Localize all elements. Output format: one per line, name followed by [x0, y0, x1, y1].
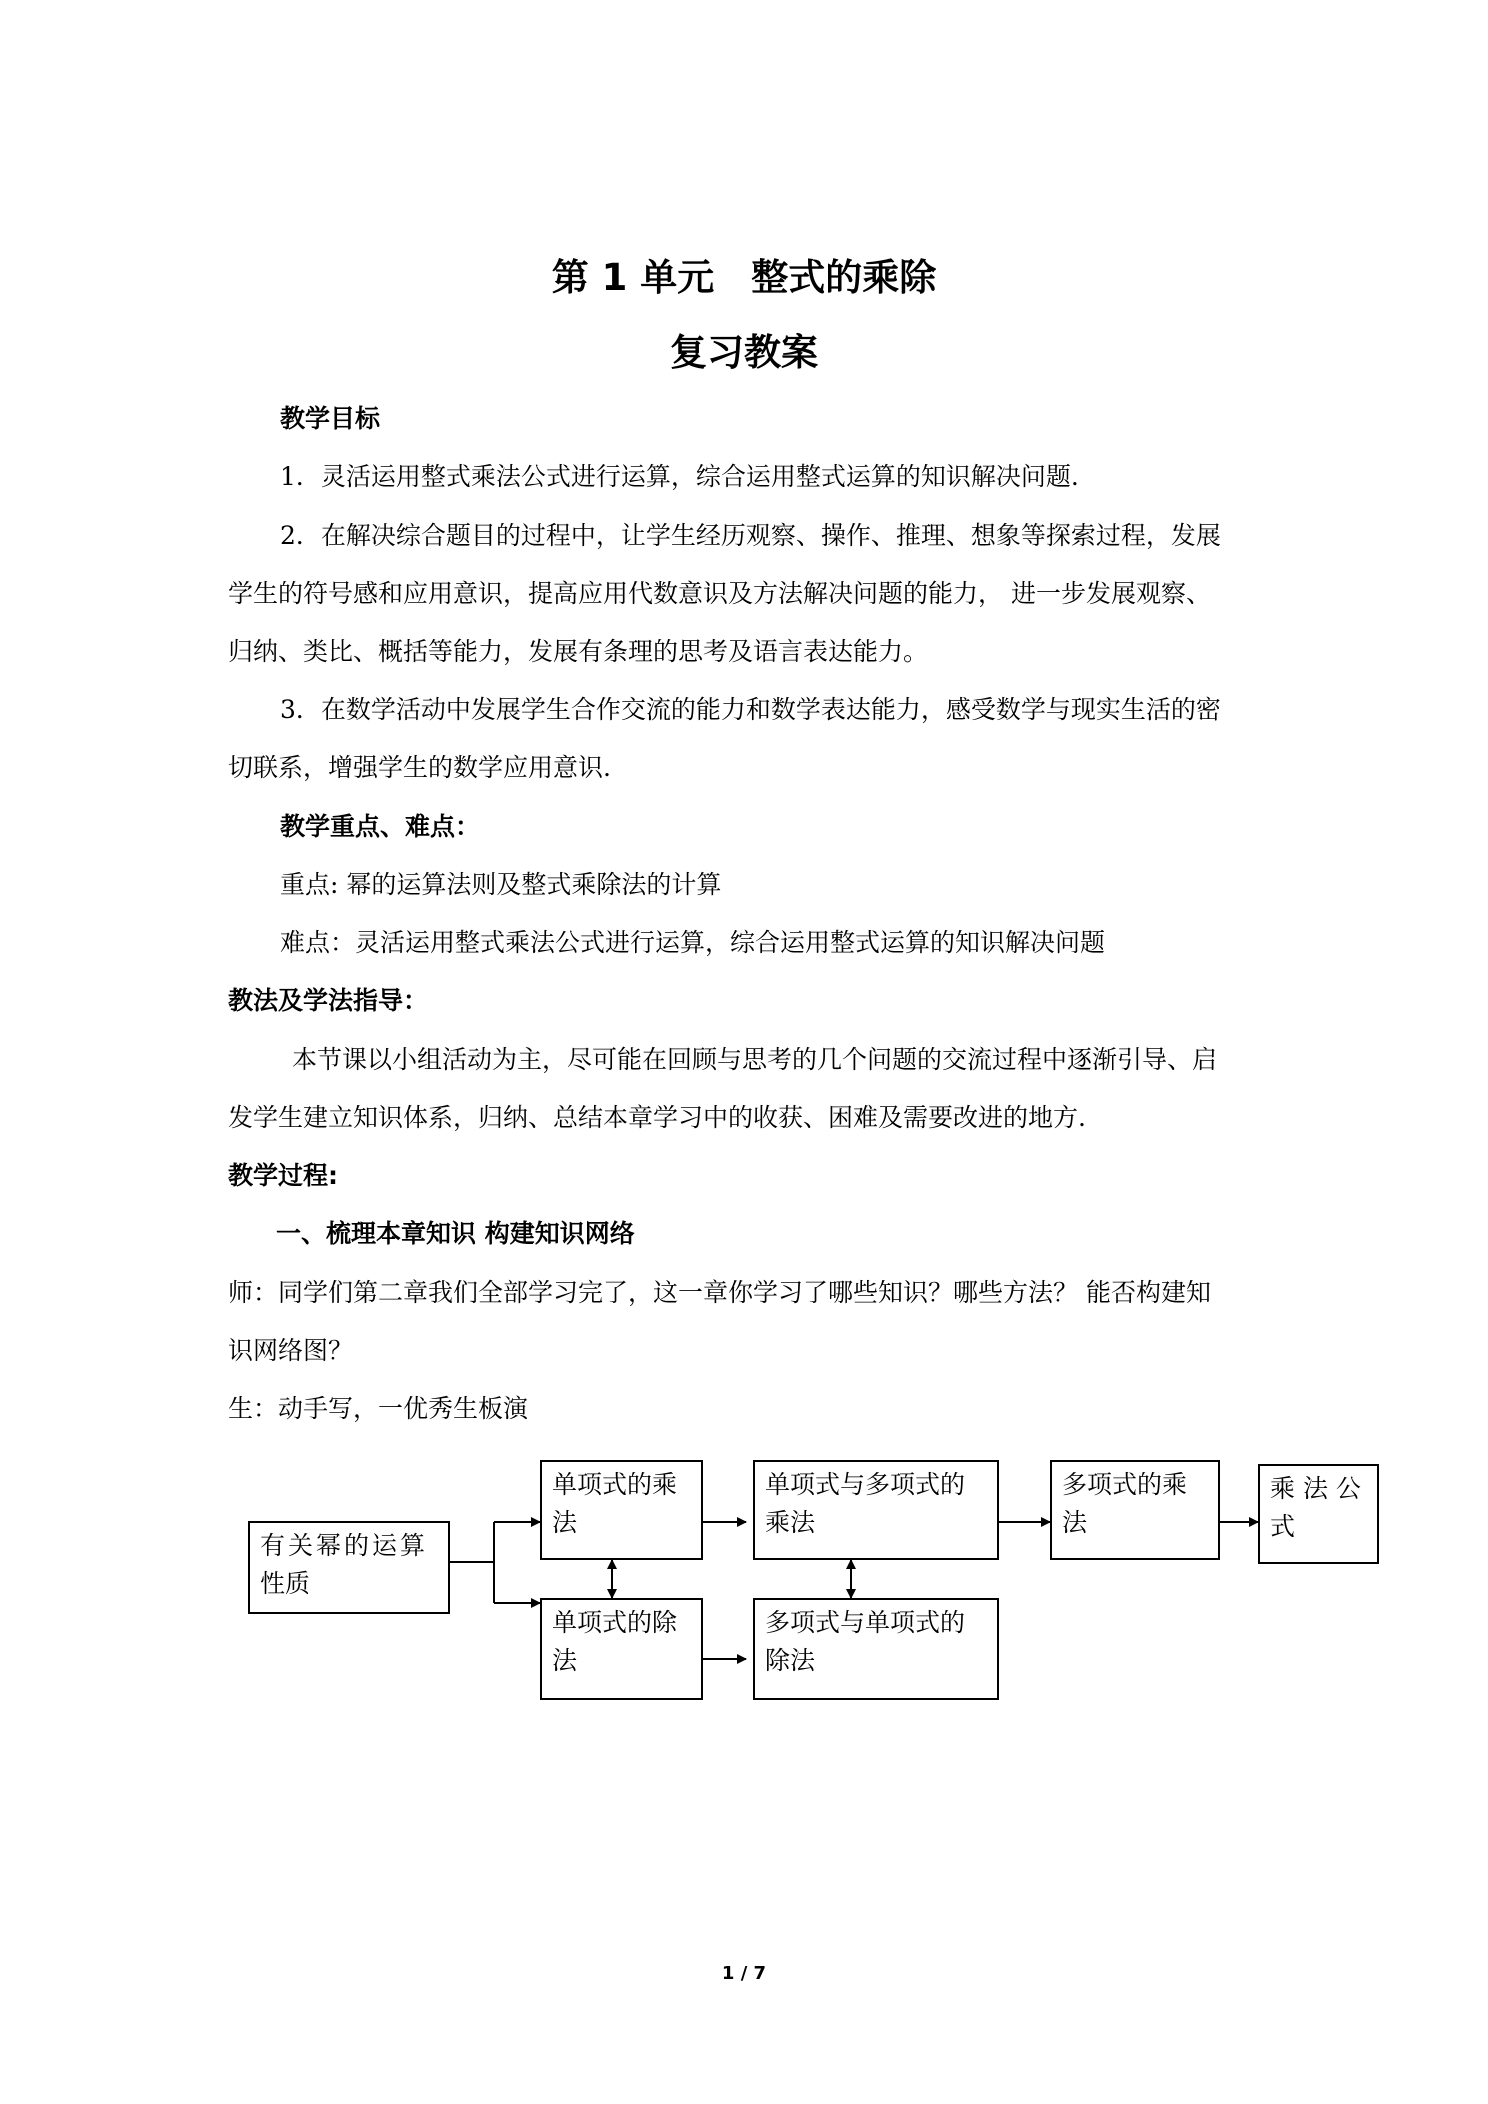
- monomial-polynomial-multiplication-box: [753, 1460, 999, 1560]
- mono-poly-mul-line-1: 单项式与多项式的: [765, 1470, 966, 1499]
- mono-div-line-1: 单项式的除: [552, 1608, 678, 1637]
- mono-mul-line-1: 单项式的乘: [552, 1470, 678, 1499]
- mono-poly-mul-line-2: 乘法: [765, 1508, 816, 1537]
- objective-3-line-2: 切联系，增强学生的数学应用意识.: [228, 753, 611, 782]
- formula-line-1: 乘 法 公: [1270, 1474, 1361, 1503]
- poly-mul-line-2: 法: [1062, 1508, 1088, 1537]
- poly-mono-div-line-1: 多项式与单项式的: [765, 1608, 966, 1637]
- objective-2-line-1: 2．在解决综合题目的过程中，让学生经历观察、操作、推理、想象等探索过程，发展: [280, 521, 1221, 550]
- power-operations-box: [248, 1521, 450, 1614]
- monomial-multiplication-box: [540, 1460, 703, 1560]
- objective-2-line-2: 学生的符号感和应用意识，提高应用代数意识及方法解决问题的能力， 进一步发展观察、: [228, 579, 1211, 608]
- student-line: 生：动手写，一优秀生板演: [228, 1394, 529, 1423]
- poly-mul-line-1: 多项式的乘: [1062, 1470, 1188, 1499]
- polynomial-multiplication-box: [1050, 1460, 1220, 1560]
- teacher-line-2: 识网络图？: [228, 1336, 354, 1365]
- method-line-1: 本节课以小组活动为主，尽可能在回顾与思考的几个问题的交流过程中逐渐引导、启: [292, 1045, 1218, 1074]
- key-point: 重点: 幂的运算法则及整式乘除法的计算: [280, 870, 722, 899]
- difficult-point: 难点：灵活运用整式乘法公式进行运算，综合运用整式运算的知识解决问题: [280, 928, 1106, 957]
- formula-line-2: 式: [1270, 1512, 1296, 1541]
- keypoints-heading: 教学重点、难点：: [280, 812, 481, 841]
- page-number: 1 / 7: [721, 1963, 767, 1984]
- method-line-2: 发学生建立知识体系，归纳、总结本章学习中的收获、困难及需要改进的地方.: [228, 1103, 1086, 1132]
- objective-3-line-1: 3．在数学活动中发展学生合作交流的能力和数学表达能力，感受数学与现实生活的密: [280, 695, 1221, 724]
- section-1-heading: 一、梳理本章知识 构建知识网络: [276, 1219, 635, 1248]
- method-heading: 教法及学法指导：: [228, 986, 429, 1015]
- poly-mono-div-line-2: 除法: [765, 1646, 816, 1675]
- process-heading: 教学过程:: [228, 1161, 338, 1190]
- objective-2-line-3: 归纳、类比、概括等能力，发展有条理的思考及语言表达能力。: [228, 637, 929, 666]
- unit-title: 第 1 单元 整式的乘除: [551, 256, 937, 299]
- teacher-line-1: 师：同学们第二章我们全部学习完了，这一章你学习了哪些知识？哪些方法？ 能否构建知: [228, 1278, 1211, 1307]
- objective-1: 1．灵活运用整式乘法公式进行运算，综合运用整式运算的知识解决问题.: [280, 462, 1079, 491]
- monomial-division-box: [540, 1598, 703, 1700]
- lesson-title: 复习教案: [670, 331, 818, 374]
- objectives-heading: 教学目标: [280, 404, 381, 433]
- multiplication-formula-box: [1258, 1464, 1379, 1564]
- polynomial-monomial-division-box: [753, 1598, 999, 1700]
- mono-mul-line-2: 法: [552, 1508, 578, 1537]
- power-box-line-1: 有关幂的运算: [260, 1531, 429, 1560]
- mono-div-line-2: 法: [552, 1646, 578, 1675]
- power-box-line-2: 性质: [260, 1569, 311, 1598]
